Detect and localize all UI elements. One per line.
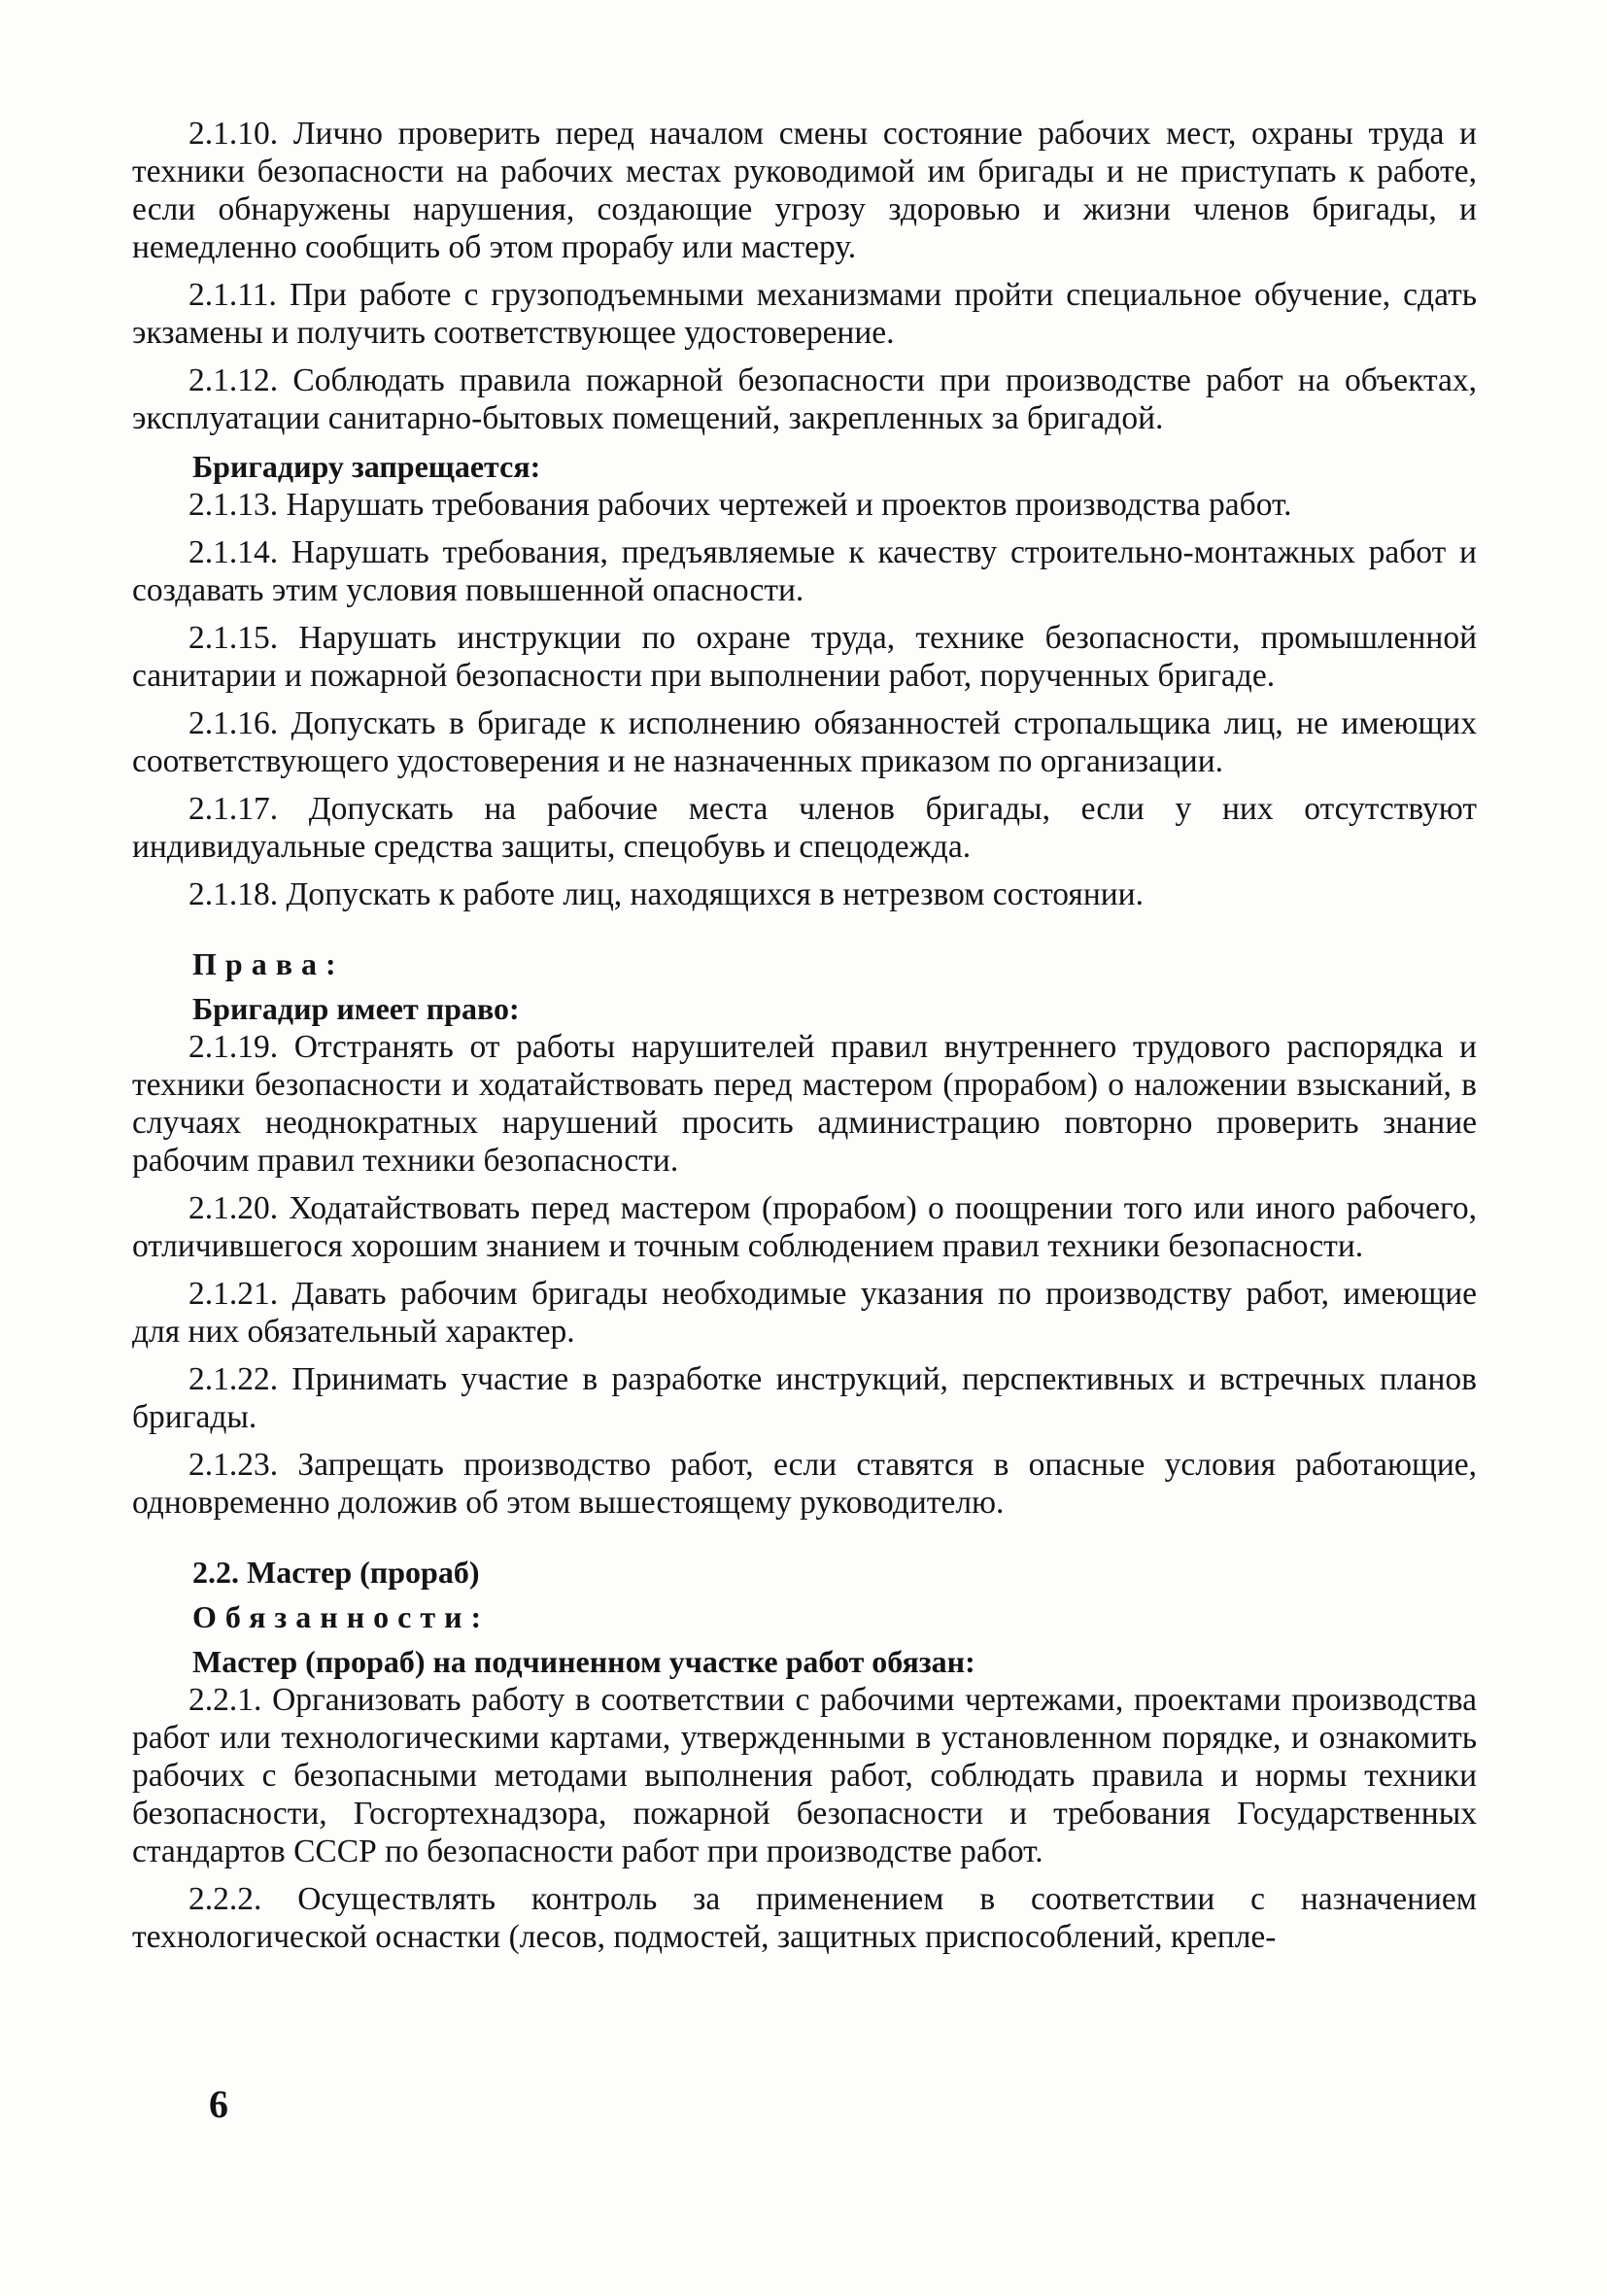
clause-2-1-19: 2.1.19. Отстранять от работы нарушителей правил внутреннего трудового распорядка и техники безопасности и ходатайствовать перед мастером (прорабом) о наложении взысканий, в случаях неоднократных нарушений просить администрацию повторно проверить знание рабочим правил техники безопасности. [132, 1029, 1477, 1179]
page-number: 6 [209, 2082, 228, 2126]
clause-2-1-21: 2.1.21. Давать рабочим бригады необходимые указания по производству работ, имеющие для них обязательный характер. [132, 1276, 1477, 1350]
clause-2-1-18: 2.1.18. Допускать к работе лиц, находящихся в нетрезвом состоянии. [188, 876, 1144, 912]
clause-2-2-2: 2.2.2. Осуществлять контроль за применением в соответствии с назначением технологической оснастки (лесов, подмостей, защитных приспособлений, крепле- [132, 1881, 1477, 1955]
heading-prohibited: Бригадиру запрещается: [192, 449, 541, 484]
clause-2-1-22: 2.1.22. Принимать участие в разработке инструкций, перспективных и встречных планов бригады. [132, 1361, 1477, 1435]
heading-duties: Обязанности: [192, 1599, 491, 1634]
spacer [132, 1531, 1477, 1553]
clause-2-1-13: 2.1.13. Нарушать требования рабочих чертежей и проектов производства работ. [188, 487, 1292, 523]
clause-2-1-10: 2.1.10. Лично проверить перед началом смены состояние рабочих мест, охраны труда и техники безопасности на рабочих местах руководимой им бригады и не приступать к работе, если обнаружены нарушения, создающие угрозу здоровью и жизни членов бригады, и немедленно сообщить об этом прорабу или мастеру. [132, 116, 1477, 265]
clause-2-1-20: 2.1.20. Ходатайствовать перед мастером (прорабом) о поощрении того или иного рабочего, отличившегося хорошим знанием и точным соблюдением правил техники безопасности. [132, 1190, 1477, 1264]
section-heading [132, 1553, 1477, 1592]
section-title: Мастер (прораб) [247, 1555, 480, 1590]
section-number: 2.2. [192, 1555, 239, 1590]
clause-2-2-1: 2.2.1. Организовать работу в соответствии с рабочими чертежами, проектами производства работ или технологическими картами, утвержденными в установленном порядке, и ознакомить рабочих с безопасными методами выполнения работ, соблюдать правила и нормы техники безопасности, Госгортехнадзора, пожарной безопасности и требования Государственных стандартов СССР по безопасности работ при производстве работ. [132, 1682, 1477, 1869]
clause-2-1-23: 2.1.23. Запрещать производство работ, если ставятся в опасные условия работающие, одновременно доложив об этом вышестоящему руководителю. [132, 1447, 1477, 1521]
clause-2-1-12: 2.1.12. Соблюдать правила пожарной безопасности при производстве работ на объектах, эксплуатации санитарно-бытовых помещений, закрепленных за бригадой. [132, 362, 1477, 436]
clause-2-1-17: 2.1.17. Допускать на рабочие места членов бригады, если у них отсутствуют индивидуальные средства защиты, спецобувь и спецодежда. [132, 791, 1477, 865]
heading-rights: Права: [192, 946, 345, 981]
document-page [132, 115, 1477, 1966]
clause-2-1-14: 2.1.14. Нарушать требования, предъявляемые к качеству строительно-монтажных работ и создавать этим условия повышенной опасности. [132, 534, 1477, 608]
heading-master-obliged: Мастер (прораб) на подчиненном участке работ обязан: [192, 1644, 975, 1679]
clause-2-1-11: 2.1.11. При работе с грузоподъемными механизмами пройти специальное обучение, сдать экзамены и получить соответствующее удостоверение. [132, 277, 1477, 351]
spacer [132, 923, 1477, 944]
heading-has-right: Бригадир имеет право: [192, 991, 520, 1026]
clause-2-1-16: 2.1.16. Допускать в бригаде к исполнению обязанностей стропальщика лиц, не имеющих соответствующего удостоверения и не назначенных приказом по организации. [132, 705, 1477, 779]
clause-2-1-15: 2.1.15. Нарушать инструкции по охране труда, технике безопасности, промышленной санитарии и пожарной безопасности при выполнении работ, порученных бригаде. [132, 620, 1477, 694]
